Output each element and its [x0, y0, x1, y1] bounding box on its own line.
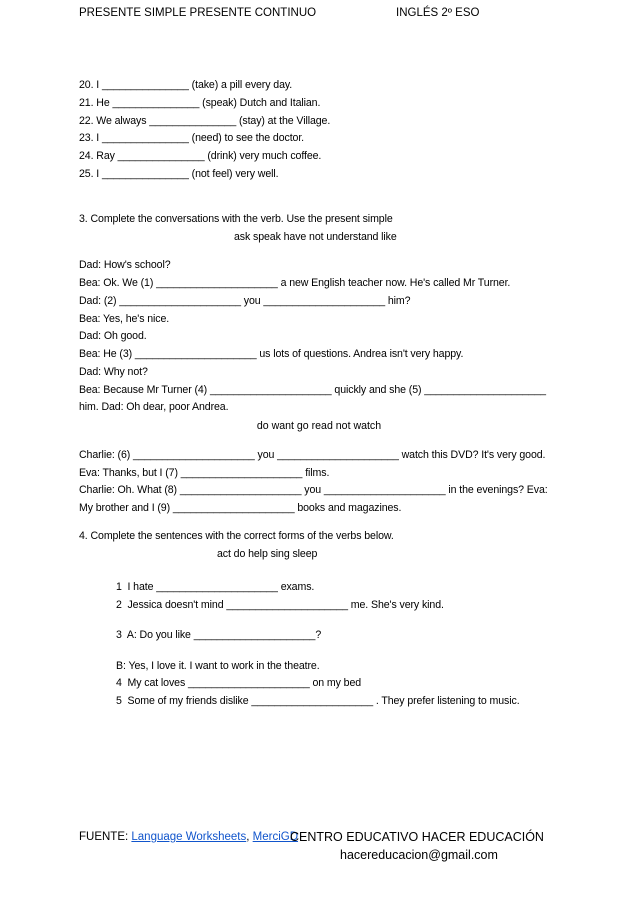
dialogue-1-line: Dad: Why not?	[79, 366, 148, 378]
header-level: INGLÉS 2º ESO	[396, 7, 480, 19]
exercise-4-item: 1 I hate _____________________ exams.	[116, 581, 315, 593]
exercise-3-instruction: 3. Complete the conversations with the verb. Use the present simple	[79, 213, 393, 225]
sentence-24: 24. Ray _______________ (drink) very much coffee.	[79, 150, 322, 162]
dialogue-2-line: Charlie: Oh. What (8) _____________________ you _____________________ in the evenings? Eva:	[79, 484, 548, 496]
sentence-25: 25. I _______________ (not feel) very well.	[79, 168, 279, 180]
header-title: PRESENTE SIMPLE PRESENTE CONTINUO	[79, 7, 317, 19]
dialogue-1-line: Bea: Because Mr Turner (4) _____________________ quickly and she (5) _____________________	[79, 384, 546, 396]
dialogue-1-line: Dad: (2) _____________________ you _____________________ him?	[79, 295, 411, 307]
word-bank-1: ask speak have not understand like	[234, 231, 397, 243]
exercise-4-item: 3 A: Do you like _____________________?	[116, 629, 322, 641]
exercise-4-item: 4 My cat loves _____________________ on my bed	[116, 677, 362, 689]
dialogue-1-line: Bea: Ok. We (1) _____________________ a new English teacher now. He's called Mr Turner.	[79, 277, 511, 289]
dialogue-1-line: Bea: Yes, he's nice.	[79, 313, 170, 325]
dialogue-1-line: him. Dad: Oh dear, poor Andrea.	[79, 401, 229, 413]
sentence-20: 20. I _______________ (take) a pill every day.	[79, 79, 293, 91]
exercise-4-item: 5 Some of my friends dislike _____________________ . They prefer listening to music.	[116, 695, 520, 707]
word-bank-2: do want go read not watch	[256, 420, 382, 432]
sentence-21: 21. He _______________ (speak) Dutch and Italian.	[79, 97, 321, 109]
footer-email: hacereducacion@gmail.com	[340, 848, 498, 862]
footer-source	[79, 832, 298, 844]
dialogue-2-line: Charlie: (6) _____________________ you _____________________ watch this DVD? It's very good.	[79, 449, 546, 461]
dialogue-1-line: Dad: How's school?	[79, 259, 171, 271]
footer-separator: ,	[246, 831, 253, 843]
dialogue-1-line: Dad: Oh good.	[79, 330, 147, 342]
footer-source-label: FUENTE:	[79, 831, 132, 843]
dialogue-2-line: Eva: Thanks, but I (7) _____________________ films.	[79, 467, 330, 479]
word-bank-3: act do help sing sleep	[217, 548, 318, 560]
exercise-4-item: B: Yes, I love it. I want to work in the theatre.	[116, 660, 320, 672]
language-worksheets-link[interactable]: Language Worksheets	[131, 831, 247, 843]
sentence-23: 23. I _______________ (need) to see the doctor.	[79, 132, 305, 144]
dialogue-1-line: Bea: He (3) _____________________ us lots of questions. Andrea isn't very happy.	[79, 348, 464, 360]
sentence-22: 22. We always _______________ (stay) at the Village.	[79, 115, 331, 127]
footer-school: CENTRO EDUCATIVO HACER EDUCACIÓN	[290, 830, 544, 844]
exercise-4-item: 2 Jessica doesn't mind _____________________ me. She's very kind.	[116, 599, 444, 611]
exercise-4-instruction: 4. Complete the sentences with the correct forms of the verbs below.	[79, 530, 394, 542]
dialogue-2-line: My brother and I (9) _____________________ books and magazines.	[79, 502, 402, 514]
mercigd-link[interactable]: MerciGD	[252, 831, 299, 843]
